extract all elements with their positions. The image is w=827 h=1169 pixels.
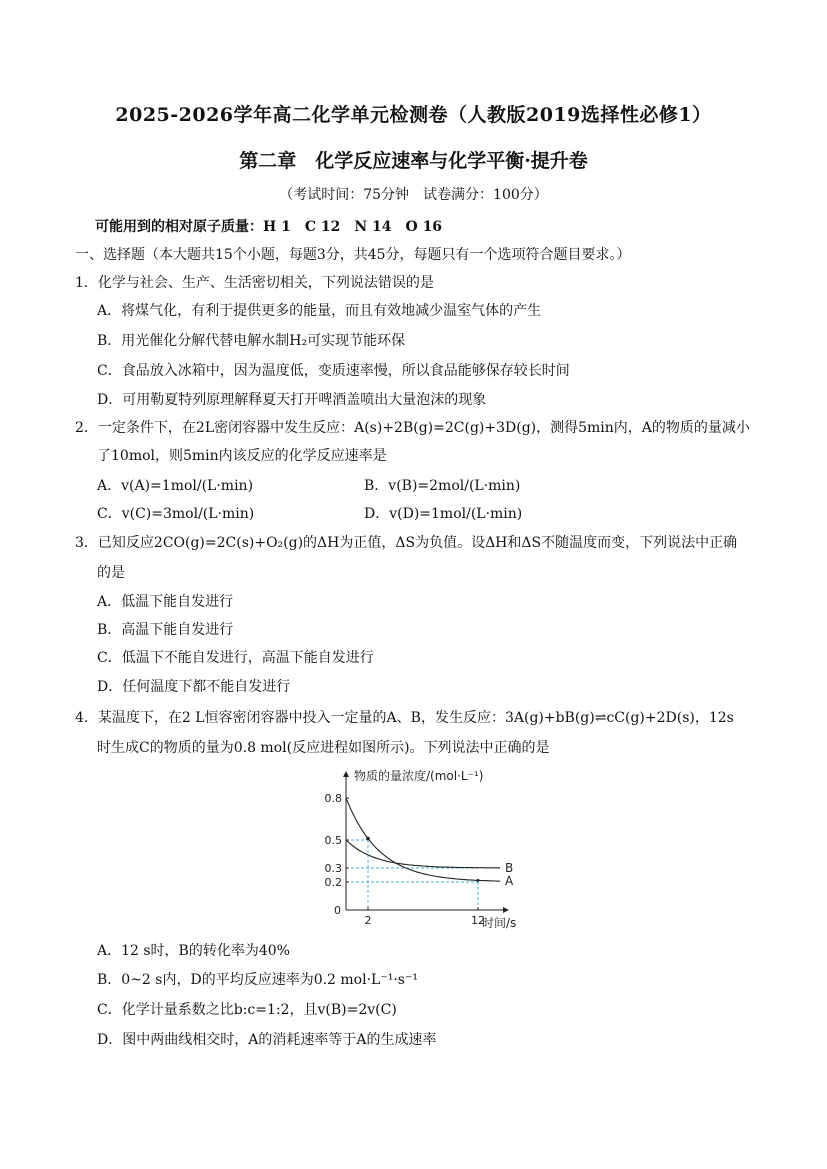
- q2-option-c: C．v(C)=3mol/(L·min): [97, 506, 255, 522]
- q1-option-b: B．用光催化分解代替电解水制H₂可实现节能环保: [97, 333, 406, 349]
- exam-title: 2025-2026学年高二化学单元检测卷（人教版2019选择性必修1）: [115, 104, 712, 126]
- x-axis-label: 时间/s: [482, 916, 517, 930]
- q2-option-b: B．v(B)=2mol/(L·min): [364, 478, 521, 494]
- q4-option-d: D．图中两曲线相交时，A的消耗速率等于A的生成速率: [97, 1032, 437, 1048]
- y-tick-label: 0.3: [324, 862, 342, 875]
- q4-stem: 4．某温度下，在2 L恒容密闭容器中投入一定量的A、B，发生反应：3A(g)+bB(g)⇌cC(g)+2D(s)，12s: [75, 710, 734, 726]
- section-heading: 一、选择题（本大题共15个小题，每题3分，共45分，每题只有一个选项符合题目要求。）: [75, 247, 631, 263]
- q3-option-d: D．任何温度下都不能自发进行: [97, 679, 291, 695]
- q4-option-c: C．化学计量系数之比b:c=1:2，且v(B)=2v(C): [97, 1002, 397, 1018]
- q2-stem-cont: 了10mol，则5min内该反应的化学反应速率是: [97, 448, 387, 464]
- series-b-label: B: [505, 860, 514, 875]
- origin-label: 0: [334, 904, 341, 917]
- q4-option-b: B．0~2 s内，D的平均反应速率为0.2 mol·L⁻¹·s⁻¹: [97, 972, 418, 988]
- series-b-line: [346, 840, 500, 868]
- q3-stem-cont: 的是: [97, 565, 125, 581]
- q4-stem-cont: 时生成C的物质的量为0.8 mol(反应进程如图所示)。下列说法中正确的是: [97, 740, 550, 756]
- q2-option-a: A．v(A)=1mol/(L·min): [97, 478, 254, 494]
- y-tick-label: 0.2: [324, 876, 342, 889]
- q3-stem: 3．已知反应2CO(g)=2C(s)+O₂(g)的ΔH为正值，ΔS为负值。设ΔH和ΔS不随温度而变，下列说法中正确: [75, 535, 738, 551]
- q2-stem: 2．一定条件下，在2L密闭容器中发生反应：A(s)+2B(g)=2C(g)+3D(g)，测得5min内，A的物质的量减小: [75, 420, 750, 436]
- q2-option-d: D．v(D)=1mol/(L·min): [364, 506, 523, 522]
- q3-option-a: A．低温下能自发进行: [97, 594, 234, 610]
- q1-stem: 1．化学与社会、生产、生活密切相关，下列说法错误的是: [75, 275, 434, 291]
- point-a-2s: [366, 837, 370, 841]
- q1-option-c: C．食品放入冰箱中，因为温度低，变质速率慢，所以食品能够保存较长时间: [97, 363, 570, 379]
- q4-option-a: A．12 s时，B的转化率为40%: [97, 943, 290, 959]
- point-a-12s: [477, 879, 480, 882]
- atomic-masses: 可能用到的相对原子质量：H 1 C 12 N 14 O 16: [95, 219, 443, 235]
- y-tick-label: 0.5: [324, 834, 342, 847]
- y-axis-label: 物质的量浓度/(mol·L⁻¹): [354, 769, 484, 783]
- series-a-label: A: [505, 874, 514, 889]
- x-tick-label: 12: [471, 914, 485, 927]
- q1-option-d: D．可用勒夏特列原理解释夏天打开啤酒盖喷出大量泡沫的现象: [97, 392, 487, 408]
- y-tick-label: 0.8: [324, 792, 342, 805]
- x-tick-label: 2: [364, 914, 372, 927]
- exam-info: （考试时间：75分钟 试卷满分：100分）: [279, 187, 548, 203]
- q3-option-b: B．高温下能自发进行: [97, 622, 234, 638]
- chapter-title: 第二章 化学反应速率与化学平衡·提升卷: [239, 150, 588, 172]
- concentration-time-chart: [318, 764, 518, 934]
- q1-option-a: A．将煤气化，有利于提供更多的能量，而且有效地减少温室气体的产生: [97, 303, 542, 319]
- q3-option-c: C．低温下不能自发进行，高温下能自发进行: [97, 650, 374, 666]
